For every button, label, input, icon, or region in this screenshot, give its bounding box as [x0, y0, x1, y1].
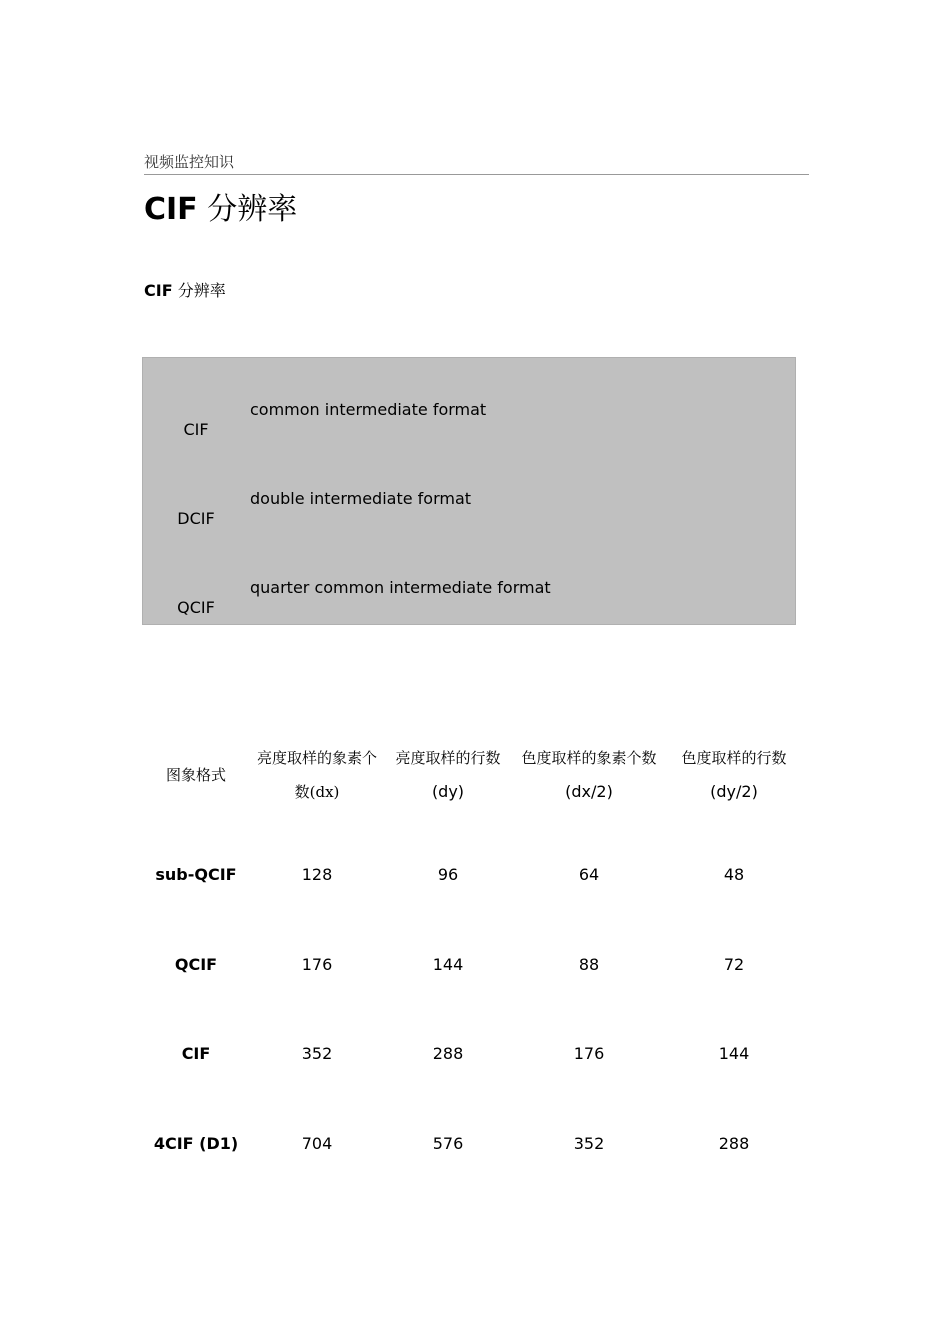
cell-dx2: 352 — [573, 1133, 605, 1153]
cell-dx2: 176 — [573, 1044, 605, 1064]
column-header-line1: 亮度取样的象素个 — [256, 749, 377, 767]
column-header-line1: 色度取样的象素个数 — [521, 749, 657, 767]
definition-full-name: double intermediate format — [250, 489, 472, 508]
definition-row — [143, 358, 795, 447]
cell-dy2: 72 — [723, 954, 745, 974]
column-header-line1: 亮度取样的行数 — [395, 749, 501, 767]
cell-format: sub-QCIF — [155, 865, 237, 885]
column-header-line1: 色度取样的行数 — [681, 749, 787, 767]
page-header-text: 视频监控知识 — [144, 153, 235, 171]
section-subtitle — [144, 280, 226, 302]
page-title-cjk: 分辨率 — [207, 192, 298, 227]
cell-dy2: 288 — [718, 1133, 750, 1153]
definition-abbr: CIF — [183, 420, 209, 439]
cell-dx2: 88 — [578, 954, 600, 974]
column-header-chroma-pixels — [512, 720, 666, 830]
page-title-latin: CIF — [144, 192, 198, 227]
definition-table — [142, 357, 796, 625]
cell-dx: 176 — [301, 954, 333, 974]
column-header-line2: (dy) — [431, 782, 465, 801]
cell-dy: 96 — [437, 865, 459, 885]
page-header — [144, 152, 809, 175]
table-row — [142, 1009, 802, 1099]
cell-dx: 128 — [301, 865, 333, 885]
column-header-chroma-lines — [666, 720, 802, 830]
cell-format: 4CIF (D1) — [153, 1133, 239, 1153]
cell-dx: 352 — [301, 1044, 333, 1064]
definition-row — [143, 447, 795, 536]
cell-dx: 704 — [301, 1133, 333, 1153]
column-header-luma-pixels — [250, 720, 384, 830]
cell-format: CIF — [181, 1044, 211, 1064]
cell-dy2: 144 — [718, 1044, 750, 1064]
table-header-row — [142, 720, 802, 830]
resolution-table — [142, 720, 802, 1188]
cell-format: QCIF — [174, 954, 218, 974]
column-header-format — [142, 720, 250, 830]
table-row — [142, 1099, 802, 1189]
section-subtitle-latin: CIF — [144, 281, 173, 300]
cell-dy: 144 — [432, 954, 464, 974]
section-subtitle-cjk: 分辨率 — [177, 281, 226, 300]
column-header-line1: 图象格式 — [165, 766, 226, 784]
column-header-line2-text: 数(dx) — [294, 783, 340, 801]
column-header-luma-lines — [384, 720, 512, 830]
cell-dy: 576 — [432, 1133, 464, 1153]
table-row — [142, 830, 802, 920]
cell-dy: 288 — [432, 1044, 464, 1064]
definition-full-name: common intermediate format — [250, 400, 487, 419]
page-title — [144, 190, 297, 230]
definition-full-name: quarter common intermediate format — [250, 578, 551, 597]
definition-row — [143, 536, 795, 625]
cell-dx2: 64 — [578, 865, 600, 885]
column-header-line2: (dy/2) — [710, 782, 758, 801]
definition-abbr: QCIF — [177, 598, 215, 617]
definition-abbr: DCIF — [177, 509, 215, 528]
column-header-line2: (dx/2) — [565, 782, 613, 801]
table-row — [142, 920, 802, 1010]
cell-dy2: 48 — [723, 865, 745, 885]
column-header-line2 — [250, 775, 384, 809]
